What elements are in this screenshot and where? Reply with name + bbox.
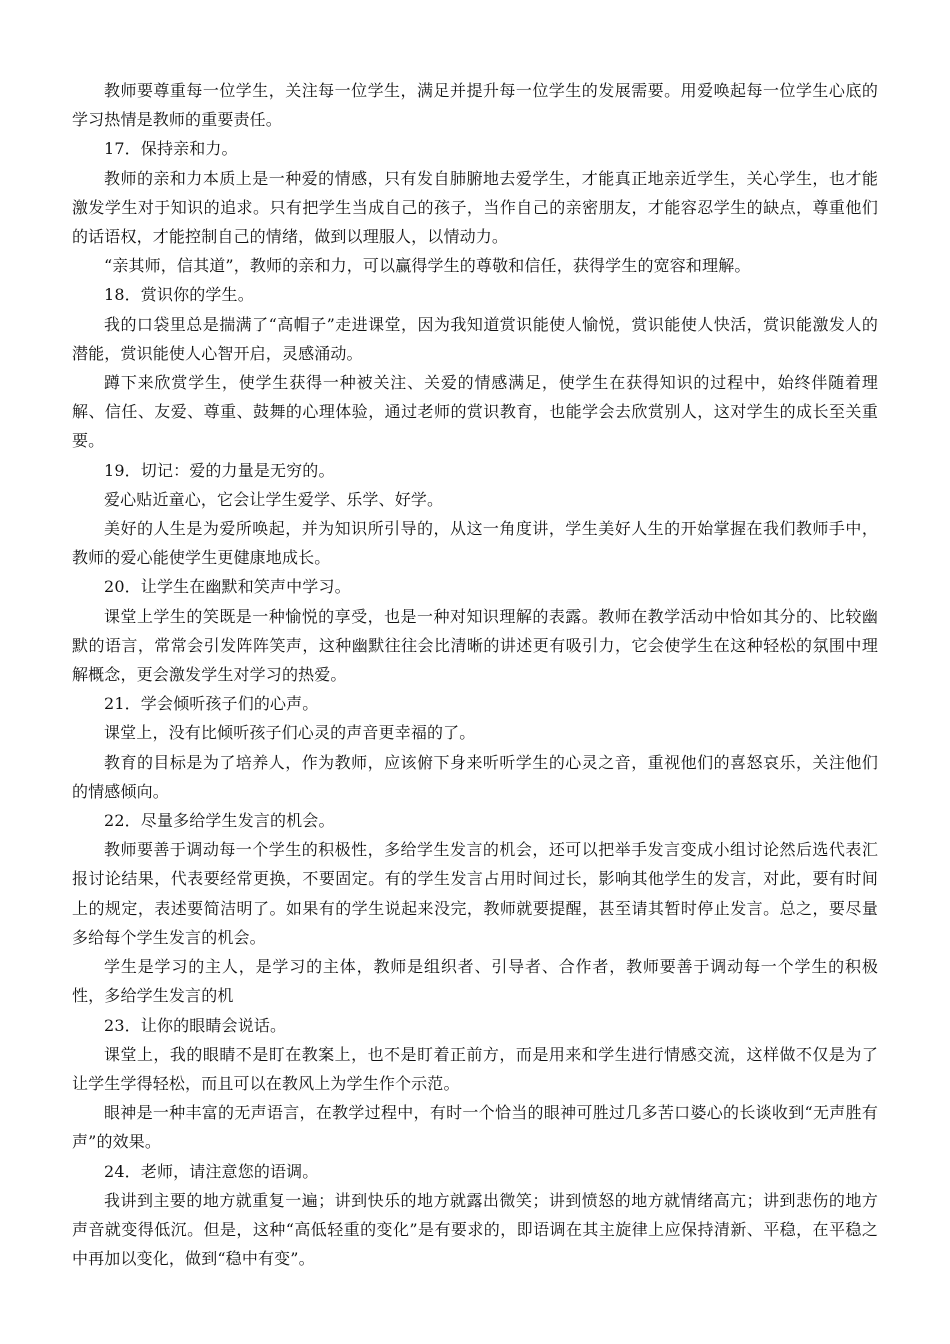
paragraph: “亲其师，信其道”，教师的亲和力，可以赢得学生的尊敬和信任，获得学生的宽容和理解。 <box>104 256 751 276</box>
paragraph: 蹲下来欣赏学生，使学生获得一种被关注、关爱的情感满足，使学生在获得知识的过程中，始终伴随着理解、信任、友爱、尊重、鼓舞的心理体验，通过老师的赏识教育，也能学会去欣赏别人，这对学生的成长至关重要。 <box>72 373 878 451</box>
section-heading: 23．让你的眼睛会说话。 <box>104 1015 287 1035</box>
paragraph: 美好的人生是为爱所唤起，并为知识所引导的，从这一角度讲，学生美好人生的开始掌握在我们教师手中，教师的爱心能使学生更健康地成长。 <box>72 519 878 568</box>
document-body <box>72 76 878 1273</box>
paragraph: 教育的目标是为了培养人，作为教师，应该俯下身来听听学生的心灵之音，重视他们的喜怒哀乐，关注他们的情感倾向。 <box>72 752 878 801</box>
paragraph: 教师要尊重每一位学生，关注每一位学生，满足并提升每一位学生的发展需要。用爱唤起每一位学生心底的学习热情是教师的重要责任。 <box>72 81 878 130</box>
section-heading: 20．让学生在幽默和笑声中学习。 <box>104 577 351 597</box>
section-heading: 18．赏识你的学生。 <box>104 285 254 305</box>
paragraph: 课堂上，没有比倾听孩子们心灵的声音更幸福的了。 <box>104 723 476 743</box>
section-heading: 22．尽量多给学生发言的机会。 <box>104 811 335 831</box>
paragraph: 我的口袋里总是揣满了“高帽子”走进课堂，因为我知道赏识能使人愉悦，赏识能使人快活，赏识能激发人的潜能，赏识能使人心智开启，灵感涌动。 <box>72 314 878 363</box>
section-heading: 19．切记：爱的力量是无穷的。 <box>104 460 335 480</box>
paragraph: 教师要善于调动每一个学生的积极性，多给学生发言的机会，还可以把举手发言变成小组讨论然后选代表汇报讨论结果，代表要经常更换，不要固定。有的学生发言占用时间过长，影响其他学生的发言，对此，要有时间上的规定，表述要简洁明了。如果有的学生说起来没完，教师就要提醒，甚至请其暂时停止发言。总之，要尽量多给每个学生发言的机会。 <box>72 840 878 947</box>
section-heading: 24．老师，请注意您的语调。 <box>104 1161 319 1181</box>
paragraph: 我讲到主要的地方就重复一遍；讲到快乐的地方就露出微笑；讲到愤怒的地方就情绪高亢；讲到悲伤的地方声音就变得低沉。但是，这种“高低轻重的变化”是有要求的，即语调在其主旋律上应保持清新、平稳，在平稳之中再加以变化，做到“稳中有变”。 <box>72 1190 878 1269</box>
section-heading: 17．保持亲和力。 <box>104 139 238 159</box>
paragraph: 课堂上学生的笑既是一种愉悦的享受，也是一种对知识理解的表露。教师在教学活动中恰如其分的、比较幽默的语言，常常会引发阵阵笑声，这种幽默往往会比清晰的讲述更有吸引力，它会使学生在这种轻松的氛围中理解概念，更会激发学生对学习的热爱。 <box>72 606 878 685</box>
paragraph: 学生是学习的主人，是学习的主体，教师是组织者、引导者、合作者，教师要善于调动每一个学生的积极性，多给学生发言的机 <box>72 957 878 1006</box>
paragraph: 课堂上，我的眼睛不是盯在教案上，也不是盯着正前方，而是用来和学生进行情感交流，这样做不仅是为了让学生学得轻松，而且可以在教风上为学生作个示范。 <box>72 1044 878 1093</box>
paragraph: 教师的亲和力本质上是一种爱的情感，只有发自肺腑地去爱学生，才能真正地亲近学生，关心学生，也才能激发学生对于知识的追求。只有把学生当成自己的孩子，当作自己的亲密朋友，才能容忍学生的缺点，尊重他们的话语权，才能控制自己的情绪，做到以理服人，以情动力。 <box>72 168 878 247</box>
paragraph: 爱心贴近童心，它会让学生爱学、乐学、好学。 <box>104 489 444 509</box>
paragraph: 眼神是一种丰富的无声语言，在教学过程中，有时一个恰当的眼神可胜过几多苦口婆心的长谈收到“无声胜有声”的效果。 <box>72 1103 878 1152</box>
section-heading: 21．学会倾听孩子们的心声。 <box>104 694 319 714</box>
